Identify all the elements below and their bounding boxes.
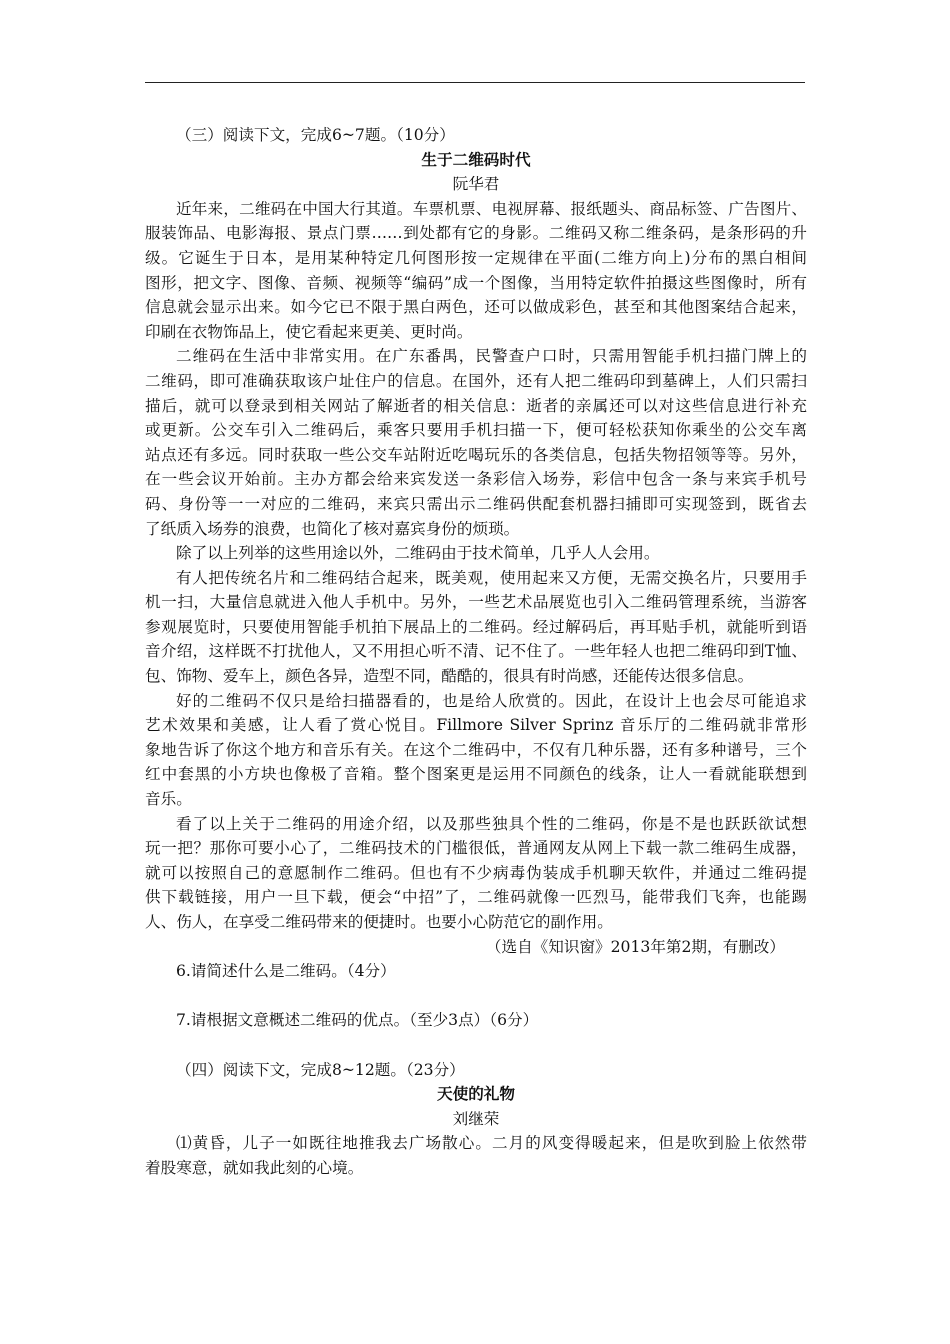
paragraph-line: 好的二维码不仅只是给扫描器看的，也是给人欣赏的。因此，在设计上也会尽可能追求: [176, 691, 807, 710]
paragraph-line: 印刷在衣物饰品上，使它看起来更美、更时尚。: [145, 322, 473, 341]
paragraph-line: 级。它诞生于日本，是用某种特定几何图形按一定规律在平面(二维方向上)分布的黑白相间: [145, 248, 807, 267]
paragraph-line: 着股寒意，就如我此刻的心境。: [145, 1158, 364, 1177]
paragraph-line: 信息就会显示出来。如今它已不限于黑白两色，还可以做成彩色，甚至和其他图案结合起来，: [145, 298, 807, 317]
article-title: 生于二维码时代: [421, 150, 531, 169]
page-content: [145, 123, 807, 1181]
paragraph-line: 音介绍，这样既不打扰他人，又不用担心听不清、记不住了。一些年轻人也把二维码印到T恤、: [145, 642, 807, 661]
paragraph-line: 音乐。: [145, 790, 192, 809]
question-7: 7.请根据文意概述二维码的优点。（至少3点）（6分）: [176, 1011, 539, 1030]
paragraph-line: ⑴黄昏，儿子一如既往地推我去广场散心。二月的风变得暖起来，但是吹到脸上依然带: [176, 1134, 807, 1153]
paragraph-line: 人、伤人，在享受二维码带来的便捷时。也要小心防范它的副作用。: [145, 913, 613, 931]
paragraph-line: 或更新。公交车引入二维码后，乘客只要用手机扫描一下，便可轻松获知你乘坐的公交车离: [145, 421, 807, 440]
paragraph-line: 站点还有多远。同时获取一些公交车站附近吃喝玩乐的各类信息，包括失物招领等等。另外，: [145, 445, 807, 464]
article-title-2: 天使的礼物: [437, 1085, 515, 1104]
paragraph-line: 象地告诉了你这个地方和音乐有关。在这个二维码中，不仅有几种乐器，还有多种谱号，三个: [145, 740, 807, 759]
header-rule: [145, 82, 805, 83]
paragraph-line: 服装饰品、电影海报、景点门票……到处都有它的身影。二维码又称二维条码，是条形码的升: [145, 224, 807, 243]
article-source: （选自《知识窗》2013年第2期，有删改）: [485, 937, 785, 956]
paragraph-line: 在一些会议开始前。主办方都会给来宾发送一条彩信入场券，彩信中包含一条与来宾手机号: [145, 470, 807, 489]
paragraph-line: 参观展览时，只要使用智能手机拍下展品上的二维码。经过解码后，再耳贴手机，就能听到语: [145, 617, 807, 636]
article-author-2: 刘继荣: [452, 1109, 500, 1128]
paragraph-line: 二维码在生活中非常实用。在广东番禺，民警查户口时，只需用智能手机扫描门牌上的: [176, 347, 807, 366]
paragraph-line: 红中套黑的小方块也像极了音箱。整个图案更是运用不同颜色的线条，让人一看就能联想到: [145, 765, 807, 784]
paragraph-line: 包、饰物、爱车上，颜色各异，造型不同，酷酷的，很具有时尚感，还能传达很多信息。: [145, 667, 754, 686]
paragraph-line: 图形，把文字、图像、音频、视频等“编码”成一个图像，当用特定软件拍摄这些图像时，所有: [145, 273, 807, 292]
paragraph-line: 近年来，二维码在中国大行其道。车票机票、电视屏幕、报纸题头、商品标签、广告图片、: [176, 199, 807, 218]
paragraph-line: 除了以上列举的这些用途以外，二维码由于技术简单，几乎人人会用。: [176, 544, 660, 563]
paragraph-line: 了纸质入场券的浪费，也简化了核对嘉宾身份的烦琐。: [145, 519, 520, 538]
paragraph-line: 有人把传统名片和二维码结合起来，既美观，使用起来又方便，无需交换名片，只要用手: [176, 568, 807, 587]
paragraph-line: 机一扫，大量信息就进入他人手机中。另外，一些艺术品展览也引入二维码管理系统，当游客: [145, 593, 807, 612]
paragraph-line: 二维码，即可准确获取该户址住户的信息。在国外，还有人把二维码印到墓碑上，人们只需扫: [145, 371, 807, 390]
section-3-header: （三）阅读下文，完成6~7题。（10分）: [176, 126, 455, 144]
paragraph-line: 描后，就可以登录到相关网站了解逝者的相关信息：逝者的亲属还可以对这些信息进行补充: [145, 396, 807, 415]
paragraph-line: 码、身份等一一对应的二维码，来宾只需出示二维码供配套机器扫捕即可实现签到，既省去: [145, 494, 807, 513]
section-4-header: （四）阅读下文，完成8~12题。（23分）: [176, 1060, 465, 1079]
paragraph-line: 艺术效果和美感，让人看了赏心悦目。Fillmore Silver Sprinz 音乐厅的二维码就非常形: [145, 716, 807, 735]
paragraph-line: 看了以上关于二维码的用途介绍，以及那些独具个性的二维码，你是不是也跃跃欲试想: [176, 814, 807, 833]
paragraph-line: 供下载链接，用户一旦下载，便会“中招”了，二维码就像一匹烈马，能带我们飞奔，也能踢: [145, 888, 807, 907]
paragraph-line: 玩一把？那你可要小心了，二维码技术的门槛很低，普通网友从网上下载一款二维码生成器，: [145, 839, 807, 858]
article-author: 阮华君: [452, 175, 500, 194]
paragraph-line: 就可以按照自己的意愿制作二维码。但也有不少病毒伪装成手机聊天软件，并通过二维码提: [145, 863, 807, 882]
question-6: 6.请简述什么是二维码。（4分）: [176, 962, 396, 981]
